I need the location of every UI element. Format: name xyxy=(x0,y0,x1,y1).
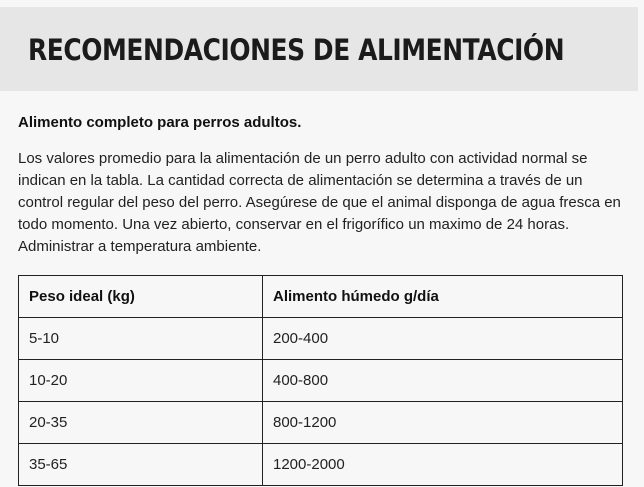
cell-wet-food: 200-400 xyxy=(263,318,623,360)
column-header-wet-food: Alimento húmedo g/día xyxy=(263,276,623,318)
cell-wet-food: 400-800 xyxy=(263,360,623,402)
feeding-table xyxy=(18,275,623,486)
cell-weight: 35-65 xyxy=(19,444,263,486)
cell-weight: 20-35 xyxy=(19,402,263,444)
cell-weight: 5-10 xyxy=(19,318,263,360)
table-row xyxy=(19,318,623,360)
table-row xyxy=(19,402,623,444)
table-header-row xyxy=(19,276,623,318)
cell-weight: 10-20 xyxy=(19,360,263,402)
cell-wet-food: 1200-2000 xyxy=(263,444,623,486)
section-header xyxy=(0,7,638,91)
table-row xyxy=(19,444,623,486)
column-header-weight: Peso ideal (kg) xyxy=(19,276,263,318)
product-subtitle: Alimento completo para perros adultos. xyxy=(18,114,302,131)
page-title: RECOMENDACIONES DE ALIMENTACIÓN xyxy=(28,33,565,67)
content-area xyxy=(18,112,626,258)
table-row xyxy=(19,360,623,402)
cell-wet-food: 800-1200 xyxy=(263,402,623,444)
intro-paragraph: Los valores promedio para la alimentación de un perro adulto con actividad normal se indican en la tabla. La cantidad correcta de alimentación se determina a través de un control regular del peso del perro. Asegúrese de que el animal disponga de agua fresca en todo momento. Una vez abierto, conservar en el frigorífico un maximo de 24 horas. Administrar a temperatura ambiente. xyxy=(18,150,621,255)
